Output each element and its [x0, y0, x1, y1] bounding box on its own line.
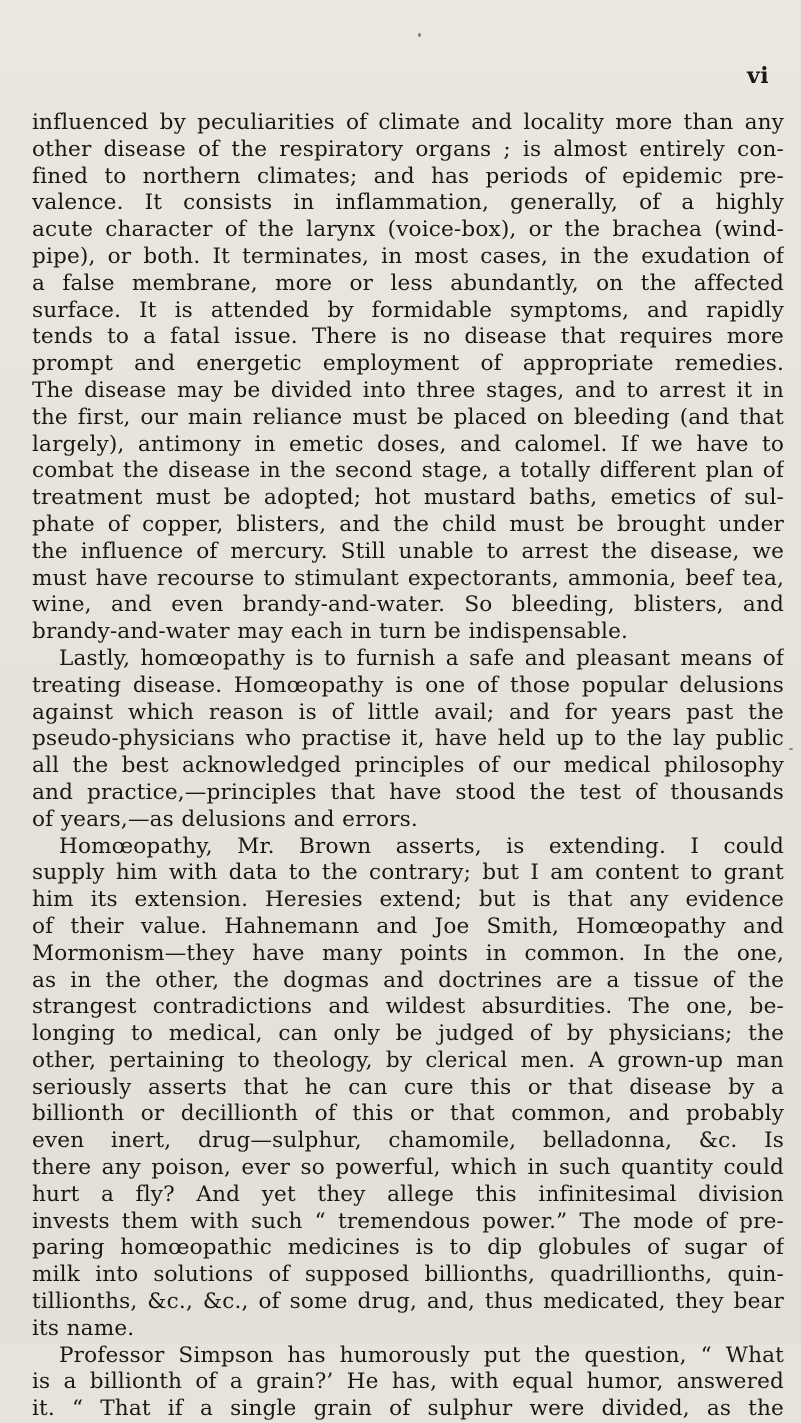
ink-speck [418, 33, 421, 37]
text-line: of their value. Hahnemann and Joe Smith, Homœopathy and [32, 913, 784, 939]
text-line: combat the disease in the second stage, a totally different plan of [32, 458, 784, 484]
text-line: its name. [32, 1315, 135, 1341]
text-line: fined to northern climates; and has periods of epidemic pre- [32, 163, 784, 189]
text-line: wine, and even brandy-and-water. So bleeding, blisters, and [32, 592, 784, 618]
text-line: invests them with such “ tremendous power.” The mode of pre- [32, 1208, 784, 1234]
text-line: of years,—as delusions and errors. [32, 806, 418, 832]
text-line: tends to a fatal issue. There is no disease that requires more [32, 324, 784, 350]
text-line: treating disease. Homœopathy is one of those popular delusions [32, 672, 784, 698]
text-line: influenced by peculiarities of climate and locality more than any [32, 110, 784, 135]
text-line: prompt and energetic employment of appropriate remedies. [32, 351, 784, 377]
page-number: vi [747, 63, 770, 89]
text-line: is a billionth of a grain?’ He has, with equal humor, answered [32, 1369, 784, 1395]
text-line: seriously asserts that he can cure this or that disease by a [32, 1074, 784, 1100]
text-line: must have recourse to stimulant expectorants, ammonia, beef tea, [32, 565, 784, 591]
text-line: even inert, drug—sulphur, chamomile, belladonna, &c. Is [32, 1128, 784, 1154]
text-line: Mormonism—they have many points in common. In the one, [32, 940, 784, 966]
text-line: Homœopathy, Mr. Brown asserts, is extending. I could [59, 833, 784, 859]
text-line: other, pertaining to theology, by clerical men. A grown-up man [32, 1047, 784, 1073]
text-line: him its extension. Heresies extend; but is that any evidence [32, 887, 784, 913]
text-line: and practice,—principles that have stood the test of thousands [32, 779, 784, 805]
ink-speck [789, 748, 793, 750]
text-line: Lastly, homœopathy is to furnish a safe and pleasant means of [59, 645, 784, 671]
text-line: surface. It is attended by formidable symptoms, and rapidly [32, 297, 784, 323]
text-line: treatment must be adopted; hot mustard baths, emetics of sul- [32, 485, 784, 511]
text-line: all the best acknowledged principles of our medical philosophy [32, 753, 784, 779]
text-line: pseudo-physicians who practise it, have held up to the lay public [32, 726, 784, 752]
text-line: longing to medical, can only be judged of by physicians; the [32, 1021, 784, 1047]
text-line: other disease of the respiratory organs ; is almost entirely con- [32, 136, 784, 162]
text-line: there any poison, ever so powerful, which in such quantity could [32, 1155, 784, 1181]
text-line: against which reason is of little avail; and for years past the [32, 699, 784, 725]
text-line: as in the other, the dogmas and doctrines are a tissue of the [32, 967, 784, 993]
body-text [32, 110, 784, 1423]
text-line: brandy-and-water may each in turn be indispensable. [32, 619, 629, 645]
text-line: phate of copper, blisters, and the child must be brought under [32, 511, 784, 537]
text-line: a false membrane, more or less abundantly, on the affected [32, 270, 784, 296]
text-line: valence. It consists in inflammation, generally, of a highly [32, 190, 784, 216]
text-line: acute character of the larynx (voice-box), or the brachea (wind- [32, 217, 784, 243]
text-line: the first, our main reliance must be placed on bleeding (and that [32, 404, 784, 430]
text-line: The disease may be divided into three stages, and to arrest it in [32, 377, 784, 403]
text-line: pipe), or both. It terminates, in most cases, in the exudation of [32, 243, 784, 269]
text-line: milk into solutions of supposed billionths, quadrillionths, quin- [32, 1262, 784, 1288]
text-line: billionth or decillionth of this or that common, and probably [32, 1101, 784, 1127]
text-line: Professor Simpson has humorously put the question, “ What [59, 1342, 784, 1368]
text-line: supply him with data to the contrary; but I am content to grant [32, 860, 784, 886]
text-line: tillionths, &c., &c., of some drug, and, thus medicated, they bear [32, 1289, 784, 1315]
text-line: hurt a fly? And yet they allege this infinitesimal division [32, 1181, 784, 1207]
text-line: it. “ That if a single grain of sulphur were divided, as the [32, 1396, 784, 1422]
text-line: strangest contradictions and wildest absurdities. The one, be- [32, 994, 784, 1020]
text-line: largely), antimony in emetic doses, and calomel. If we have to [32, 431, 784, 457]
text-line: the influence of mercury. Still unable to arrest the disease, we [32, 538, 784, 564]
text-line: paring homœopathic medicines is to dip globules of sugar of [32, 1235, 784, 1261]
